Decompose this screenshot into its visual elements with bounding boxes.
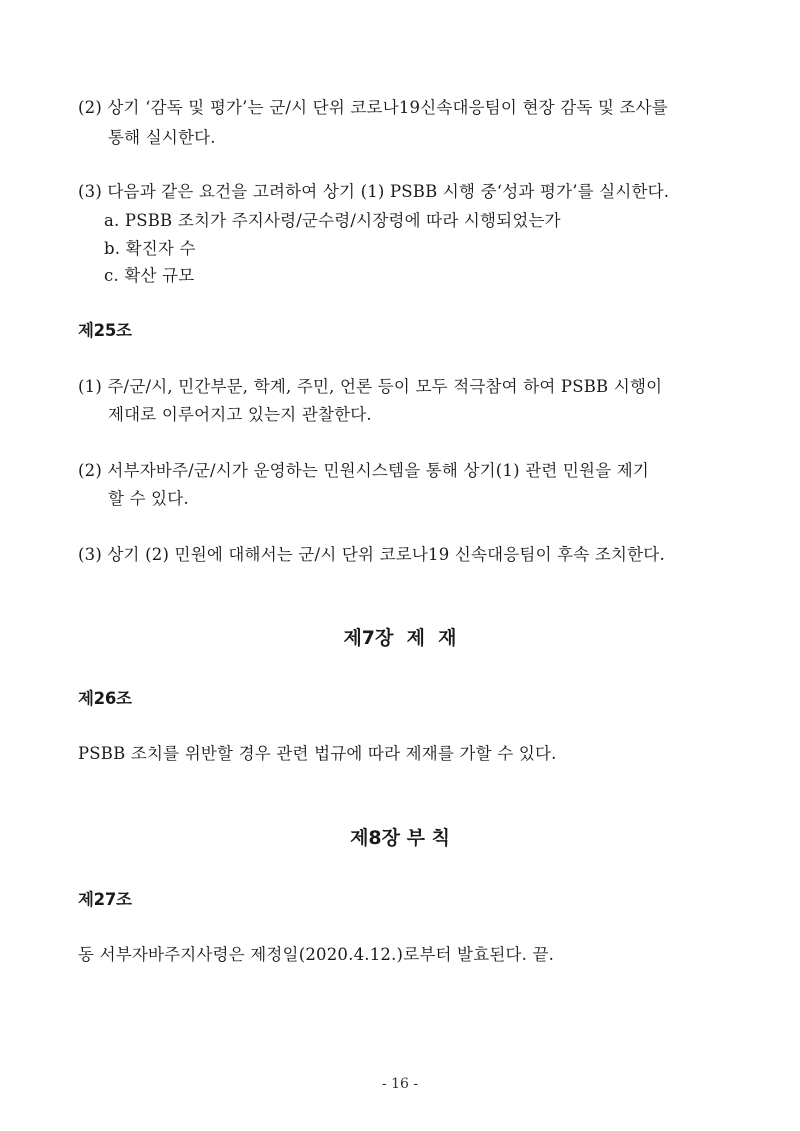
art24-p2-line1: (2) 상기 ‘감독 및 평가’는 군/시 단위 코로나19신속대응팀이 현장 감독 및 조사를 <box>78 98 668 117</box>
article-26-heading: 제26조 <box>78 689 132 708</box>
article-25-heading: 제25조 <box>78 321 132 340</box>
art25-p2-line1: (2) 서부자바주/군/시가 운영하는 민원시스템을 통해 상기(1) 관련 민원을 제기 <box>78 461 650 480</box>
art26-text: PSBB 조치를 위반할 경우 관련 법규에 따라 제재를 가할 수 있다. <box>78 744 557 763</box>
art24-p3-item-b: b. 확진자 수 <box>104 239 196 258</box>
article-27-heading: 제27조 <box>78 890 132 909</box>
art24-p3-line1: (3) 다음과 같은 요건을 고려하여 상기 (1) PSBB 시행 중‘성과 평가’를 실시한다. <box>78 182 670 201</box>
art25-p1-line2: 제대로 이루어지고 있는지 관찰한다. <box>108 405 372 424</box>
art25-p3-line1: (3) 상기 (2) 민원에 대해서는 군/시 단위 코로나19 신속대응팀이 후속 조치한다. <box>78 545 665 564</box>
art27-text: 동 서부자바주지사령은 제정일(2020.4.12.)로부터 발효된다. 끝. <box>78 945 555 964</box>
chapter-7-heading: 제7장 제 재 <box>343 627 457 649</box>
art25-p1-line1: (1) 주/군/시, 민간부문, 학계, 주민, 언론 등이 모두 적극참여 하여 PSBB 시행이 <box>78 377 663 396</box>
art24-p2-line2: 통해 실시한다. <box>108 128 216 147</box>
art25-p2-line2: 할 수 있다. <box>108 489 189 508</box>
art24-p3-item-a: a. PSBB 조치가 주지사령/군수령/시장령에 따라 시행되었는가 <box>104 211 561 230</box>
art24-p3-item-c: c. 확산 규모 <box>104 266 195 285</box>
chapter-8-heading: 제8장 부 칙 <box>350 827 450 849</box>
page-number: - 16 - <box>381 1076 419 1092</box>
